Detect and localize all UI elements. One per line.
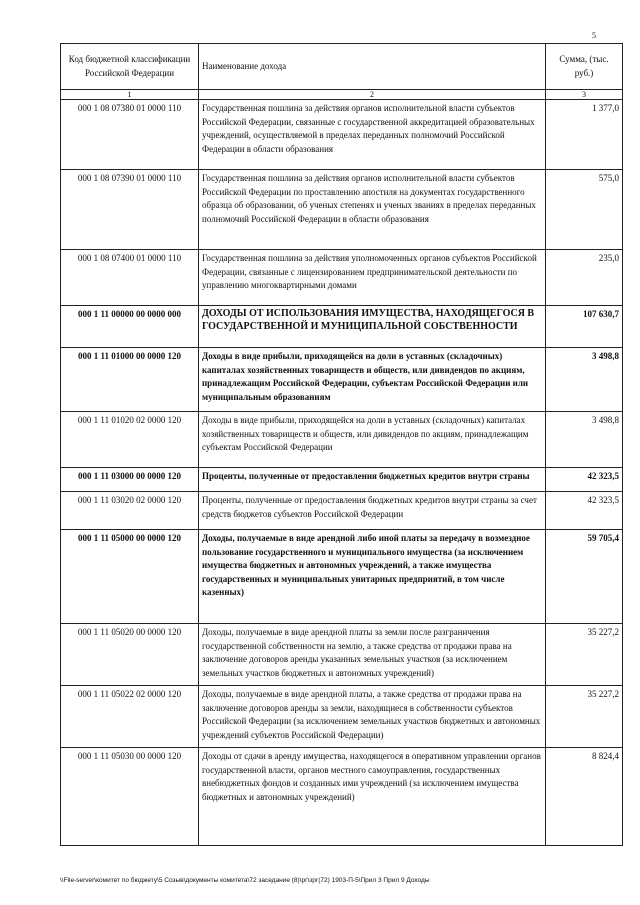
row-name: Проценты, полученные от предоставления бюджетных кредитов внутри страны	[199, 468, 546, 492]
row-name: Доходы, получаемые в виде арендной либо иной платы за передачу в возмездное пользование государственного и муниципального имущества (за исключением имущества бюджетных и автономных учреждений, а также имущества государственных и муниципальных унитарных предприятий, в том числе казенных)	[199, 530, 546, 624]
table-row	[61, 170, 623, 250]
column-index: 2	[199, 90, 546, 100]
table-row	[61, 348, 623, 412]
table-row	[61, 748, 623, 846]
header-code: Код бюджетной классификации Российской Федерации	[61, 44, 199, 90]
row-sum: 59 705,4	[546, 530, 623, 624]
row-name: Доходы в виде прибыли, приходящейся на доли в уставных (складочных) капиталах хозяйственных товариществ и обществ, или дивидендов по акциям, принадлежащим субъектам Российской Федерации	[199, 412, 546, 468]
header-name: Наименование дохода	[199, 44, 546, 90]
row-sum: 3 498,8	[546, 412, 623, 468]
row-code: 000 1 11 05022 02 0000 120	[61, 686, 199, 748]
row-code: 000 1 11 03000 00 0000 120	[61, 468, 199, 492]
row-name: Доходы в виде прибыли, приходящейся на доли в уставных (складочных) капиталах хозяйственных товариществ и обществ, или дивидендов по акциям, принадлежащим Российской Федерации, субъектам Российской Федерации или муниципальным образованиям	[199, 348, 546, 412]
row-sum: 3 498,8	[546, 348, 623, 412]
row-name: Доходы, получаемые в виде арендной платы, а также средства от продажи права на заключение договоров аренды за земли, находящиеся в собственности субъектов Российской Федерации (за исключением земельных участков бюджетных и автономных учреждений субъектов Российской Федерации)	[199, 686, 546, 748]
row-code: 000 1 08 07390 01 0000 110	[61, 170, 199, 250]
row-sum: 42 323,5	[546, 468, 623, 492]
row-name: Доходы, получаемые в виде арендной платы за земли после разграничения государственной собственности на землю, а также средства от продажи права на заключение договоров аренды указанных земельных участков (за исключением земельных участков бюджетных и автономных учреждений)	[199, 624, 546, 686]
row-code: 000 1 08 07400 01 0000 110	[61, 250, 199, 306]
row-sum: 35 227,2	[546, 686, 623, 748]
table-header-row	[61, 44, 623, 90]
row-code: 000 1 08 07380 01 0000 110	[61, 100, 199, 170]
row-code: 000 1 11 01000 00 0000 120	[61, 348, 199, 412]
row-code: 000 1 11 05020 00 0000 120	[61, 624, 199, 686]
row-name: Доходы от сдачи в аренду имущества, находящегося в оперативном управлении органов государственной власти, органов местного самоуправления, государственных внебюджетных фондов и созданных ими учреждений (за исключением имущества бюджетных и автономных учреждений)	[199, 748, 546, 846]
row-sum: 107 630,7	[546, 306, 623, 348]
column-index-row	[61, 90, 623, 100]
row-name: ДОХОДЫ ОТ ИСПОЛЬЗОВАНИЯ ИМУЩЕСТВА, НАХОДЯЩЕГОСЯ В ГОСУДАРСТВЕННОЙ И МУНИЦИПАЛЬНОЙ СОБСТВЕННОСТИ	[199, 306, 546, 348]
row-code: 000 1 11 01020 02 0000 120	[61, 412, 199, 468]
table-row	[61, 492, 623, 530]
row-code: 000 1 11 00000 00 0000 000	[61, 306, 199, 348]
row-sum: 575,0	[546, 170, 623, 250]
row-sum: 42 323,5	[546, 492, 623, 530]
row-sum: 8 824,4	[546, 748, 623, 846]
revenue-table	[60, 43, 623, 846]
row-name: Государственная пошлина за действия органов исполнительной власти субъектов Российской Федерации по проставлению апостиля на документах государственного образца об образовании, об ученых степенях и ученых званиях в пределах переданных полномочий Российской Федерации в области образования	[199, 170, 546, 250]
header-sum: Сумма, (тыс. руб.)	[546, 44, 623, 90]
table-row	[61, 624, 623, 686]
row-code: 000 1 11 05000 00 0000 120	[61, 530, 199, 624]
table-row	[61, 468, 623, 492]
row-name: Государственная пошлина за действия уполномоченных органов субъектов Российской Федерации, связанные с лицензированием предпринимательской деятельности по управлению многоквартирными домами	[199, 250, 546, 306]
row-code: 000 1 11 03020 02 0000 120	[61, 492, 199, 530]
row-sum: 35 227,2	[546, 624, 623, 686]
table-row	[61, 250, 623, 306]
column-index: 1	[61, 90, 199, 100]
table-row	[61, 100, 623, 170]
row-name: Проценты, полученные от предоставления бюджетных кредитов внутри страны за счет средств бюджетов субъектов Российской Федерации	[199, 492, 546, 530]
row-code: 000 1 11 05030 00 0000 120	[61, 748, 199, 846]
table-row	[61, 686, 623, 748]
row-sum: 1 377,0	[546, 100, 623, 170]
row-sum: 235,0	[546, 250, 623, 306]
table-row	[61, 530, 623, 624]
table-row	[61, 306, 623, 348]
page-number: 5	[592, 31, 596, 40]
table-row	[61, 412, 623, 468]
file-path-footer: \\File-server\комитет по бюджету\5 Созыв\документы комитета\72 заседание (8)\рг\зрг(72) 1903-П-5\Прил 3 Прил 9 Доходы	[60, 877, 430, 884]
row-name: Государственная пошлина за действия органов исполнительной власти субъектов Российской Федерации, связанные с государственной аккредитацией образовательных учреждений, осуществляемой в пределах переданных полномочий Российской Федерации в области образования	[199, 100, 546, 170]
column-index: 3	[546, 90, 623, 100]
